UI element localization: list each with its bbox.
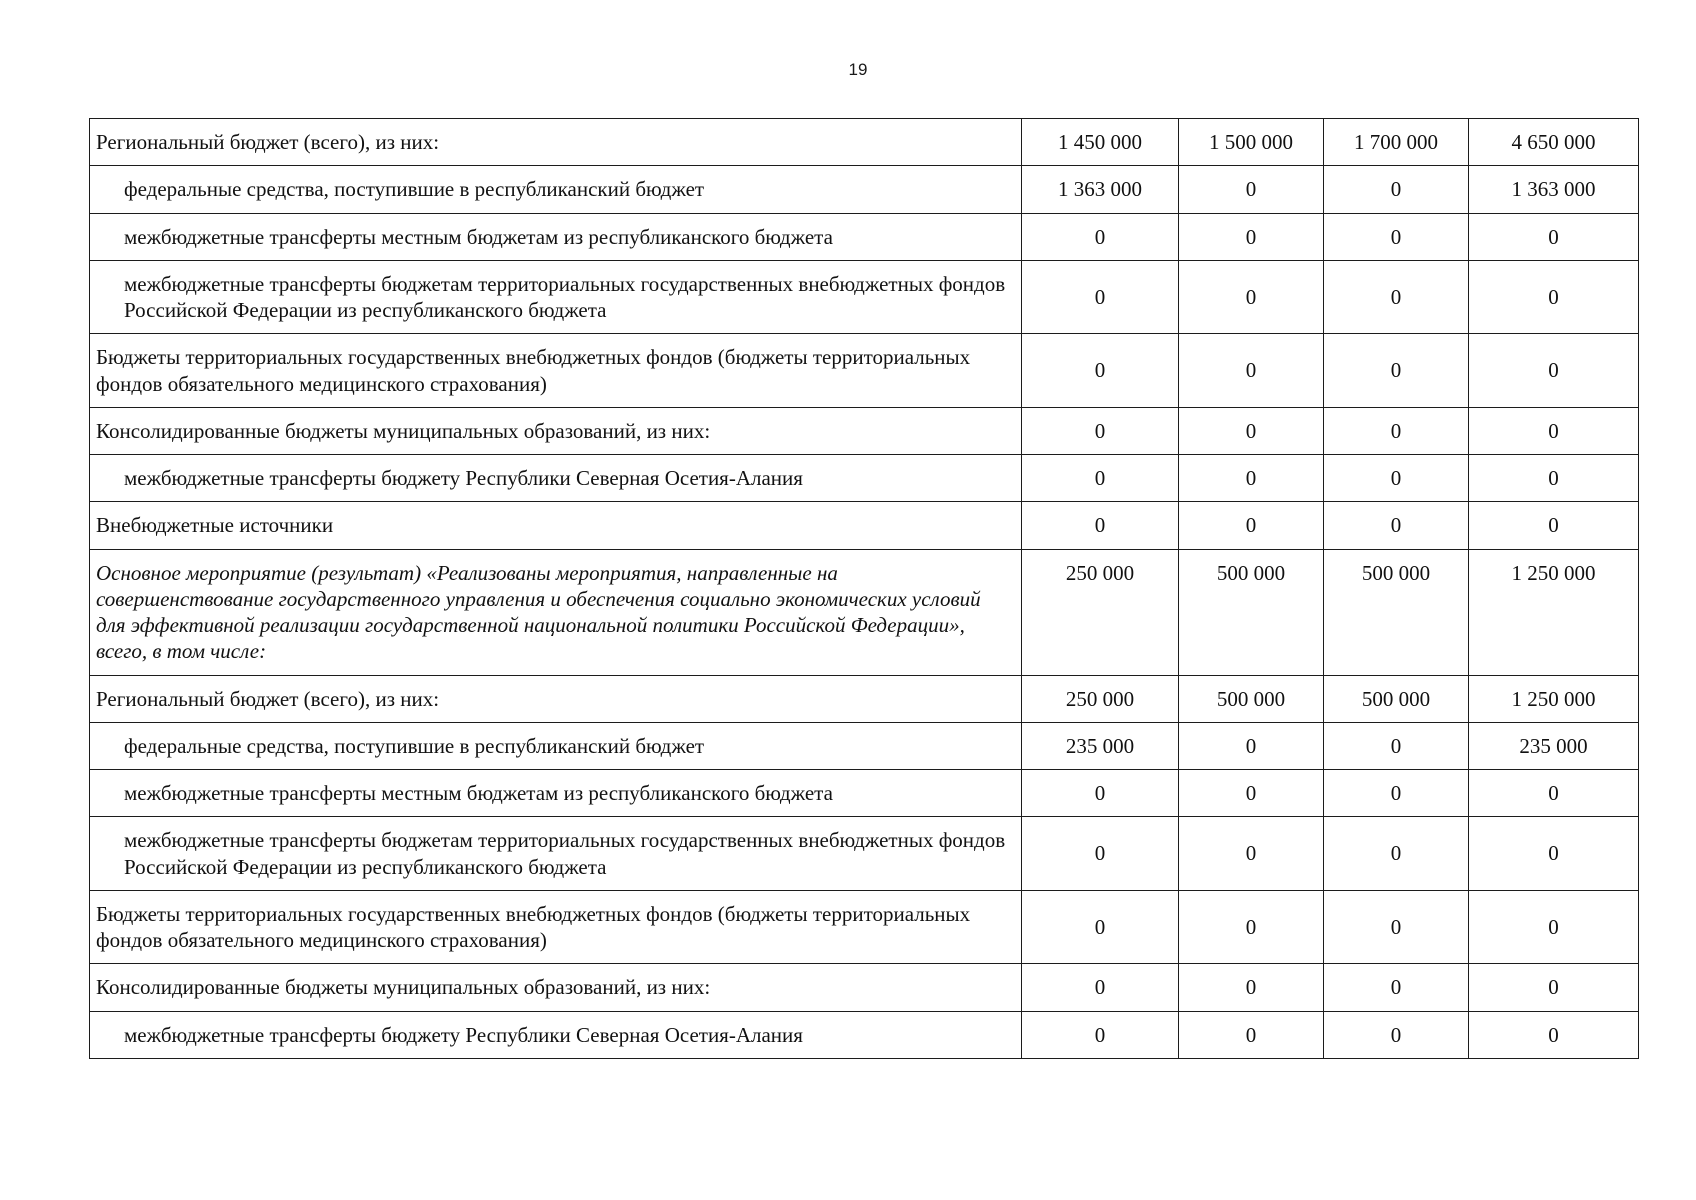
page-number: 19 [848, 60, 868, 79]
value-cell-3: 0 [1324, 502, 1469, 549]
value-cell-1: 1 363 000 [1022, 166, 1179, 213]
value-cell-1: 0 [1022, 260, 1179, 334]
row-label: Консолидированные бюджеты муниципальных образований, из них: [90, 964, 1022, 1011]
value-cell-1: 0 [1022, 407, 1179, 454]
value-cell-1: 0 [1022, 502, 1179, 549]
value-cell-3: 0 [1324, 722, 1469, 769]
value-cell-2: 0 [1179, 890, 1324, 964]
value-cell-1: 0 [1022, 1011, 1179, 1058]
row-label: межбюджетные трансферты местным бюджетам из республиканского бюджета [90, 770, 1022, 817]
value-cell-2: 0 [1179, 964, 1324, 1011]
value-cell-3: 500 000 [1324, 549, 1469, 675]
row-label: межбюджетные трансферты бюджетам территориальных государственных внебюджетных фондов Российской Федерации из республиканского бюджета [90, 817, 1022, 891]
table-row [90, 675, 1639, 722]
value-cell-3: 0 [1324, 964, 1469, 1011]
value-cell-2: 0 [1179, 213, 1324, 260]
value-cell-4: 235 000 [1469, 722, 1639, 769]
row-label: федеральные средства, поступившие в республиканский бюджет [90, 722, 1022, 769]
value-cell-4: 0 [1469, 407, 1639, 454]
row-label: межбюджетные трансферты бюджету Республики Северная Осетия-Алания [90, 1011, 1022, 1058]
value-cell-2: 1 500 000 [1179, 119, 1324, 166]
value-cell-3: 0 [1324, 770, 1469, 817]
value-cell-4: 1 363 000 [1469, 166, 1639, 213]
value-cell-4: 0 [1469, 1011, 1639, 1058]
table-row [90, 964, 1639, 1011]
value-cell-1: 0 [1022, 964, 1179, 1011]
row-label: федеральные средства, поступившие в республиканский бюджет [90, 166, 1022, 213]
value-cell-3: 0 [1324, 455, 1469, 502]
value-cell-3: 1 700 000 [1324, 119, 1469, 166]
value-cell-2: 0 [1179, 817, 1324, 891]
row-label: межбюджетные трансферты бюджетам территориальных государственных внебюджетных фондов Российской Федерации из республиканского бюджета [90, 260, 1022, 334]
budget-table [89, 118, 1639, 1059]
value-cell-4: 0 [1469, 770, 1639, 817]
value-cell-2: 0 [1179, 502, 1324, 549]
table-row [90, 407, 1639, 454]
value-cell-2: 0 [1179, 770, 1324, 817]
table-row [90, 455, 1639, 502]
value-cell-2: 0 [1179, 334, 1324, 408]
table-row [90, 166, 1639, 213]
value-cell-2: 0 [1179, 1011, 1324, 1058]
value-cell-2: 0 [1179, 260, 1324, 334]
table-row [90, 213, 1639, 260]
table-row [90, 817, 1639, 891]
value-cell-3: 0 [1324, 1011, 1469, 1058]
value-cell-4: 0 [1469, 213, 1639, 260]
row-label: Внебюджетные источники [90, 502, 1022, 549]
value-cell-1: 235 000 [1022, 722, 1179, 769]
value-cell-1: 0 [1022, 890, 1179, 964]
value-cell-2: 0 [1179, 722, 1324, 769]
value-cell-4: 0 [1469, 502, 1639, 549]
value-cell-3: 0 [1324, 407, 1469, 454]
value-cell-4: 1 250 000 [1469, 675, 1639, 722]
value-cell-1: 0 [1022, 770, 1179, 817]
row-label: межбюджетные трансферты бюджету Республики Северная Осетия-Алания [90, 455, 1022, 502]
table-row [90, 502, 1639, 549]
row-label: межбюджетные трансферты местным бюджетам из республиканского бюджета [90, 213, 1022, 260]
value-cell-2: 0 [1179, 166, 1324, 213]
value-cell-1: 0 [1022, 817, 1179, 891]
budget-table-body [90, 119, 1639, 1059]
row-label: Бюджеты территориальных государственных внебюджетных фондов (бюджеты территориальных фондов обязательного медицинского страхования) [90, 890, 1022, 964]
value-cell-3: 0 [1324, 213, 1469, 260]
row-label: Основное мероприятие (результат) «Реализованы мероприятия, направленные на совершенствование государственного управления и обеспечения социально экономических условий для эффективной реализации государственной национальной политики Российской Федерации», всего, в том числе: [90, 549, 1022, 675]
table-row [90, 334, 1639, 408]
table-row [90, 549, 1639, 675]
value-cell-2: 0 [1179, 455, 1324, 502]
table-row [90, 770, 1639, 817]
value-cell-1: 250 000 [1022, 549, 1179, 675]
value-cell-2: 500 000 [1179, 549, 1324, 675]
value-cell-3: 0 [1324, 166, 1469, 213]
value-cell-4: 1 250 000 [1469, 549, 1639, 675]
value-cell-3: 0 [1324, 890, 1469, 964]
value-cell-3: 500 000 [1324, 675, 1469, 722]
value-cell-3: 0 [1324, 817, 1469, 891]
value-cell-3: 0 [1324, 260, 1469, 334]
value-cell-4: 0 [1469, 334, 1639, 408]
table-row [90, 890, 1639, 964]
value-cell-2: 500 000 [1179, 675, 1324, 722]
value-cell-1: 0 [1022, 213, 1179, 260]
value-cell-4: 0 [1469, 817, 1639, 891]
value-cell-1: 0 [1022, 334, 1179, 408]
value-cell-1: 0 [1022, 455, 1179, 502]
row-label: Бюджеты территориальных государственных внебюджетных фондов (бюджеты территориальных фондов обязательного медицинского страхования) [90, 334, 1022, 408]
row-label: Региональный бюджет (всего), из них: [90, 119, 1022, 166]
table-row [90, 1011, 1639, 1058]
value-cell-4: 0 [1469, 890, 1639, 964]
value-cell-4: 0 [1469, 964, 1639, 1011]
table-row [90, 722, 1639, 769]
value-cell-4: 0 [1469, 260, 1639, 334]
value-cell-4: 4 650 000 [1469, 119, 1639, 166]
table-row [90, 119, 1639, 166]
value-cell-1: 1 450 000 [1022, 119, 1179, 166]
value-cell-4: 0 [1469, 455, 1639, 502]
table-row [90, 260, 1639, 334]
row-label: Региональный бюджет (всего), из них: [90, 675, 1022, 722]
value-cell-3: 0 [1324, 334, 1469, 408]
value-cell-1: 250 000 [1022, 675, 1179, 722]
row-label: Консолидированные бюджеты муниципальных образований, из них: [90, 407, 1022, 454]
value-cell-2: 0 [1179, 407, 1324, 454]
